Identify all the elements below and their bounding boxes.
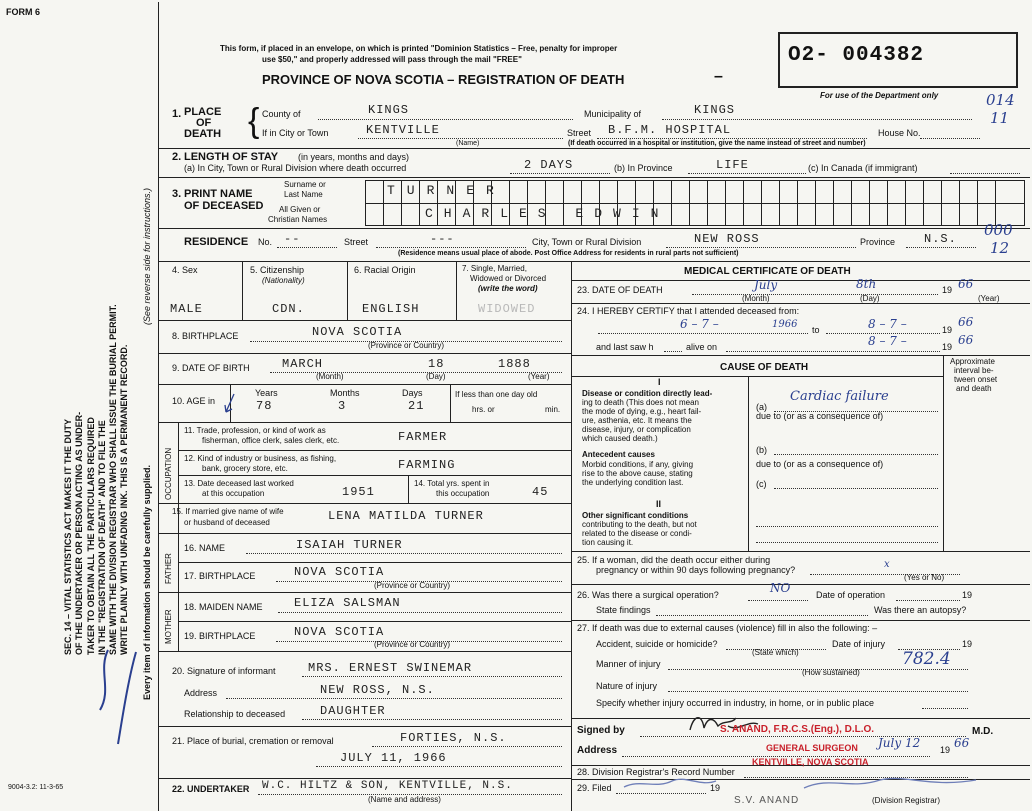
informant-value: MRS. ERNEST SWINEMAR	[308, 661, 473, 675]
cause-roman-2: II	[656, 499, 662, 509]
city-line	[358, 138, 563, 139]
q26-line	[748, 600, 808, 601]
other-label-2: contributing to the death, but not	[582, 520, 697, 529]
age-hand-arrow	[222, 392, 238, 416]
rule	[158, 177, 1030, 178]
stay-b-value: LIFE	[716, 158, 749, 172]
age-years: 78	[256, 399, 273, 413]
rule	[571, 718, 1030, 719]
age-days: 21	[408, 399, 425, 413]
interval-label-1: Approximate	[950, 357, 995, 366]
marital-value: WIDOWED	[478, 302, 536, 316]
given-label-1: All Given or	[279, 205, 321, 214]
date-injury-prefix: 19	[962, 639, 973, 649]
stay-b-line	[688, 173, 806, 174]
due-to-1: due to (or as a consequence of)	[756, 411, 884, 421]
q14-label-1: 14. Total yrs. spent in	[414, 479, 490, 488]
other-label-4: tion causing it.	[582, 538, 634, 547]
informant-address-line	[226, 698, 562, 699]
rule	[571, 355, 1030, 356]
relationship-value: DAUGHTER	[320, 704, 386, 718]
county-line	[318, 119, 573, 120]
filed-prefix: 19	[710, 783, 721, 793]
mother-side-label: MOTHER	[164, 609, 173, 644]
alive-on-line	[726, 351, 940, 352]
attended-to: 8 – 7 –	[868, 317, 907, 331]
city-name-caption: (Name)	[456, 140, 480, 147]
death-year-prefix: 19	[942, 285, 953, 295]
header-note-2: use $50," and properly addressed will pass through the mail "FREE"	[262, 55, 522, 64]
interval-divider	[943, 355, 944, 551]
city-value: KENTVILLE	[366, 123, 440, 137]
q1-label-3: DEATH	[184, 128, 222, 140]
burial-date-line	[316, 766, 562, 767]
q25-yn-caption: (Yes or No)	[904, 573, 945, 582]
stamp-line-2: GENERAL SURGEON	[766, 743, 858, 753]
birthplace-value: NOVA SCOTIA	[312, 325, 403, 339]
mother-maiden-line	[278, 612, 562, 613]
mother-birthplace-note: (Province or Country)	[374, 640, 451, 649]
marital-label-3: (write the word)	[478, 284, 538, 293]
to-year: 66	[958, 315, 974, 329]
signed-date-prefix: 19	[940, 745, 951, 755]
q11-label-1: 11. Trade, profession, or kind of work as	[184, 426, 326, 435]
rule	[158, 148, 1030, 149]
q2-num: 2.	[172, 151, 182, 163]
municipality-label: Municipality of	[584, 109, 642, 119]
direct-label-6: which caused death.)	[582, 434, 658, 443]
state-which-caption: (State which)	[752, 648, 799, 657]
rule	[571, 584, 1030, 585]
stay-c-line	[950, 173, 1020, 174]
stay-a-value: 2 DAYS	[524, 158, 574, 172]
cause-title: CAUSE OF DEATH	[720, 362, 809, 373]
residence-province-line	[906, 247, 976, 248]
alive-year-prefix: 19	[942, 342, 953, 352]
q23-label: 23. DATE OF DEATH	[577, 285, 663, 295]
rule	[571, 303, 1030, 304]
racial-origin-value: ENGLISH	[362, 302, 420, 316]
rule	[158, 592, 571, 593]
alive-on-label: alive on	[686, 342, 718, 352]
father-birthplace-label: 17. BIRTHPLACE	[184, 571, 256, 581]
medical-title: MEDICAL CERTIFICATE OF DEATH	[684, 266, 851, 277]
q3-num: 3.	[172, 188, 182, 200]
father-birthplace-note: (Province or Country)	[374, 581, 451, 590]
q12-label-2: bank, grocery store, etc.	[202, 464, 288, 473]
rule	[571, 620, 1030, 621]
parents-divider	[178, 533, 179, 651]
burial-place-line	[372, 746, 562, 747]
q25-label-1: 25. If a woman, did the death occur either during	[577, 555, 771, 565]
citizenship-label: 5. Citizenship	[250, 265, 305, 275]
other-line-1	[756, 526, 938, 527]
alive-year: 66	[958, 333, 974, 347]
division-registrar-caption: (Division Registrar)	[872, 796, 941, 805]
cause-c-line	[774, 488, 938, 489]
age-years-label: Years	[255, 388, 278, 398]
father-side-label: FATHER	[164, 553, 173, 584]
last-saw-label: and last saw h	[596, 342, 654, 352]
residence-label: RESIDENCE	[184, 236, 249, 248]
cause-roman-1: I	[658, 377, 661, 387]
dept-code-c: 000	[984, 221, 1013, 239]
stamp-line-3: KENTVILLE, NOVA SCOTIA	[752, 757, 869, 767]
q11-label-2: fisherman, office clerk, sales clerk, etc.	[202, 436, 340, 445]
rule	[158, 778, 571, 779]
street-label: Street	[567, 128, 592, 138]
attended-from-year: 1966	[772, 319, 798, 330]
residence-no-label: No.	[258, 237, 273, 247]
sex-value: MALE	[170, 302, 203, 316]
q26-label: 26. Was there a surgical operation?	[577, 590, 719, 600]
residence-street-label: Street	[344, 237, 369, 247]
attended-from: 6 – 7 –	[680, 317, 719, 331]
rule-v	[450, 384, 451, 422]
q12-label-1: 12. Kind of industry or business, as fishing,	[184, 454, 337, 463]
q1-label-2: OF	[196, 117, 212, 129]
cause-a-value: Cardiac failure	[790, 389, 889, 404]
q13-label-2: at this occupation	[202, 489, 265, 498]
registrar-stamp: S.V. ANAND	[734, 795, 800, 806]
informant-label: 20. Signature of informant	[172, 666, 276, 676]
mother-birthplace-label: 19. BIRTHPLACE	[184, 631, 256, 641]
rule	[571, 551, 1030, 552]
rule-v	[456, 262, 457, 320]
rule	[178, 562, 571, 563]
q29-line	[616, 793, 706, 794]
rule	[158, 384, 571, 385]
interval-label-3: tween onset	[954, 375, 998, 384]
residence-city-label: City, Town or Rural Division	[532, 237, 642, 247]
dept-code-a: 014	[986, 91, 1015, 109]
rule	[178, 621, 571, 622]
signed-year: 66	[954, 736, 970, 750]
other-label-3: related to the disease or condi-	[582, 529, 692, 538]
age-label: 10. AGE in	[172, 396, 216, 406]
direct-label-3: the mode of dying, e.g., heart fail-	[582, 407, 702, 416]
stamp-line-1: S. ANAND, F.R.C.S.(Eng.), D.L.O.	[720, 724, 875, 735]
municipality-value: KINGS	[694, 103, 736, 117]
rule	[178, 450, 571, 451]
form-title: PROVINCE OF NOVA SCOTIA – REGISTRATION OF DEATH	[262, 72, 625, 87]
spouse-label-2: or husband of deceased	[184, 518, 270, 527]
q13-label-1: 13. Date deceased last worked	[184, 479, 294, 488]
q28-label: 28. Division Registrar's Record Number	[577, 767, 735, 777]
interval-label-4: and death	[956, 384, 992, 393]
given-label-2: Christian Names	[268, 215, 328, 224]
citizenship-value: CDN.	[272, 302, 305, 316]
death-year: 66	[958, 277, 974, 291]
rule	[158, 422, 571, 423]
rule-v	[242, 262, 243, 320]
mother-maiden: ELIZA SALSMAN	[294, 596, 401, 610]
dob-month: MARCH	[282, 357, 324, 371]
side-reverse-note: (See reverse side for instructions.)	[142, 187, 152, 325]
street-line	[597, 138, 867, 139]
q26-date-label: Date of operation	[816, 590, 886, 600]
burial-place: FORTIES, N.S.	[400, 731, 507, 745]
specify-line	[922, 708, 968, 709]
mother-maiden-label: 18. MAIDEN NAME	[184, 602, 263, 612]
cause-a-label: (a)	[756, 402, 767, 412]
q23-line	[692, 294, 938, 295]
informant-line	[302, 676, 562, 677]
house-label: House No.	[878, 128, 921, 138]
spouse-label-1: 15. If married give name of wife	[172, 507, 284, 516]
residence-no-value: --	[284, 232, 301, 246]
left-margin-rule	[158, 2, 159, 811]
cause-b-line	[774, 454, 938, 455]
q24-label: 24. I HEREBY CERTIFY that I attended deceased from:	[577, 306, 800, 316]
rule	[158, 726, 571, 727]
rule	[178, 475, 571, 476]
q3-label-1: PRINT NAME	[184, 188, 253, 200]
icd-code: 782.4	[902, 649, 951, 669]
form-number: FORM 6	[6, 7, 41, 17]
age-hrs-label: hrs. or	[472, 405, 495, 414]
q24-to-label: to	[812, 325, 820, 335]
residence-city-value: NEW ROSS	[694, 232, 760, 246]
death-year-caption: (Year)	[978, 294, 1000, 303]
burial-label: 21. Place of burial, cremation or removal	[172, 736, 334, 746]
q2-label: LENGTH OF STAY	[184, 151, 279, 163]
rule	[158, 651, 571, 652]
q1-brace: {	[248, 102, 260, 140]
dob-year: 1888	[498, 357, 531, 371]
q29-label: 29. Filed	[577, 783, 612, 793]
q13-value: 1951	[342, 485, 375, 499]
q25-label-2: pregnancy or within 90 days following pregnancy?	[596, 565, 796, 575]
address-line	[622, 756, 930, 757]
q26-date-line	[896, 600, 960, 601]
death-month: July	[754, 278, 778, 292]
direct-label-4: ure, asthenia, etc. It means the	[582, 416, 692, 425]
q27-label: 27. If death was due to external causes (violence) fill in also the following: –	[577, 623, 878, 633]
q2-label-note: (in years, months and days)	[298, 152, 410, 162]
house-line	[920, 138, 980, 139]
filed-pen-scrawl	[620, 775, 720, 793]
cause-divider	[748, 376, 749, 551]
racial-origin-label: 6. Racial Origin	[354, 265, 416, 275]
marital-label-2: Widowed or Divorced	[470, 274, 547, 283]
last-saw-line	[664, 351, 682, 352]
due-to-2: due to (or as a consequence of)	[756, 459, 884, 469]
dept-code-d: 12	[990, 239, 1010, 257]
spouse-value: LENA MATILDA TURNER	[328, 509, 484, 523]
stay-c-label: (c) In Canada (if immigrant)	[808, 163, 918, 173]
undertaker-value: W.C. HILTZ & SON, KENTVILLE, N.S.	[262, 780, 513, 792]
given-names-value: CHARLES EDWIN	[425, 206, 670, 221]
q14-label-2: this occupation	[436, 489, 490, 498]
age-days-label: Days	[402, 388, 423, 398]
q26-findings-label: State findings	[596, 605, 651, 615]
antecedent-label-1: Antecedent causes	[582, 450, 655, 459]
death-day-caption: (Day)	[860, 294, 880, 303]
q26-autopsy-label: Was there an autopsy?	[874, 605, 967, 615]
rule-v	[408, 475, 409, 503]
dob-line	[270, 372, 562, 373]
q26-value: NO	[770, 581, 791, 595]
q12-value: FARMING	[398, 458, 456, 472]
residence-note: (Residence means usual place of abode. Post Office Address for residents in rural parts not sufficient)	[398, 250, 739, 257]
dob-day-caption: (Day)	[426, 372, 446, 381]
rule	[158, 261, 1030, 262]
cause-c-label: (c)	[756, 479, 767, 489]
county-label: County of	[262, 109, 301, 119]
surname-label-2: Last Name	[284, 190, 323, 199]
residence-province-value: N.S.	[924, 232, 957, 246]
dob-label: 9. DATE OF BIRTH	[172, 363, 250, 373]
q3-label-2: OF DECEASED	[184, 200, 264, 212]
residence-street-line	[376, 247, 526, 248]
dob-day: 18	[428, 357, 445, 371]
q26-date-prefix: 19	[962, 590, 973, 600]
alive-on: 8 – 7 –	[868, 334, 907, 348]
to-year-prefix: 19	[942, 325, 953, 335]
specify-label: Specify whether injury occurred in industry, in home, or in public place	[596, 698, 874, 708]
direct-label-1: Disease or condition directly lead-	[582, 389, 713, 398]
rule	[158, 353, 571, 354]
side-instructions: SEC. 14 – VITAL STATISTICS ACT MAKES IT THE DUTY OF THE UNDERTAKER OR PERSON ACTING AS UNDER- TAKER TO OBTAIN ALL THE PARTICULARS REQUIRED IN THE "REGISTRATION OF DEATH" AND TO FILE THE SAME WITH THE DIVISION REGISTRAR WHO SHALL ISSUE THE BURIAL PERMIT. WRITE PLAINLY WITH UNFADING INK. THIS IS A PERMANENT RECORD.	[63, 304, 130, 655]
birthplace-label: 8. BIRTHPLACE	[172, 331, 239, 341]
burial-date: JULY 11, 1966	[340, 751, 447, 765]
rule-v	[347, 262, 348, 320]
registration-number: O2- 004382	[788, 44, 925, 67]
dept-code-b: 11	[990, 109, 1010, 127]
death-day: 8th	[856, 277, 877, 291]
age-less-label: If less than one day old	[455, 390, 538, 399]
rule	[571, 376, 943, 377]
column-divider	[571, 262, 572, 811]
street-value: B.F.M. HOSPITAL	[608, 123, 732, 137]
q25-value: x	[884, 559, 890, 570]
rule	[158, 503, 571, 504]
sex-label: 4. Sex	[172, 265, 198, 275]
interval-label-2: interval be-	[954, 366, 994, 375]
death-month-caption: (Month)	[742, 294, 770, 303]
municipality-line	[662, 119, 972, 120]
father-birthplace: NOVA SCOTIA	[294, 565, 385, 579]
relationship-line	[302, 719, 562, 720]
residence-province-label: Province	[860, 237, 896, 247]
q11-value: FARMER	[398, 430, 448, 444]
surname-label-1: Surname or	[284, 180, 326, 189]
side-every-item: Every item of information should be carefully supplied.	[142, 464, 152, 700]
father-name: ISAIAH TURNER	[296, 538, 403, 552]
residence-city-line	[666, 247, 856, 248]
undertaker-note: (Name and address)	[368, 795, 441, 804]
informant-address-label: Address	[184, 688, 218, 698]
marital-label-1: 7. Single, Married,	[462, 264, 527, 273]
other-label-1: Other significant conditions	[582, 511, 689, 520]
address-label: Address	[577, 745, 618, 756]
registrar-pen-signature	[800, 774, 980, 794]
date-injury-label: Date of injury	[832, 639, 886, 649]
residence-no-line	[277, 247, 337, 248]
q1-label-1: PLACE	[184, 106, 222, 118]
direct-label-5: disease, injury, or complication	[582, 425, 691, 434]
undertaker-label: 22. UNDERTAKER	[172, 784, 250, 794]
accident-label: Accident, suicide or homicide?	[596, 639, 718, 649]
mother-birthplace: NOVA SCOTIA	[294, 625, 385, 639]
rule	[158, 228, 1030, 229]
age-min-label: min.	[545, 405, 561, 414]
header-note-1: This form, if placed in an envelope, on which is printed "Dominion Statistics – Free, penalty for improper	[220, 44, 618, 53]
residence-street-value: ---	[430, 232, 455, 246]
rule	[365, 203, 1025, 204]
department-use-label: For use of the Department only	[820, 91, 939, 100]
rule	[158, 320, 571, 321]
stay-a-label: (a) In City, Town or Rural Division where death occurred	[184, 163, 407, 173]
dob-month-caption: (Month)	[316, 372, 344, 381]
signed-by-label: Signed by	[577, 725, 625, 736]
occupation-side-label: OCCUPATION	[164, 447, 173, 500]
md-label: M.D.	[972, 726, 994, 737]
father-name-label: 16. NAME	[184, 543, 226, 553]
manner-label: Manner of injury	[596, 659, 661, 669]
father-name-line	[246, 553, 562, 554]
nature-label: Nature of injury	[596, 681, 658, 691]
rule	[158, 533, 571, 534]
stay-b-label: (b) In Province	[614, 163, 673, 173]
q24-from-line	[598, 333, 808, 334]
title-dash-mark: –	[714, 68, 723, 85]
q26-findings-line	[656, 615, 868, 616]
direct-label-2: ing to death (This does not mean	[582, 398, 699, 407]
antecedent-label-4: the underlying condition last.	[582, 478, 684, 487]
antecedent-label-2: Morbid conditions, if any, giving	[582, 460, 694, 469]
q14-value: 45	[532, 485, 549, 499]
cause-b-label: (b)	[756, 445, 767, 455]
q1-num: 1.	[172, 108, 182, 120]
birthplace-note: (Province or Country)	[368, 341, 445, 350]
relationship-label: Relationship to deceased	[184, 709, 286, 719]
age-months-label: Months	[330, 388, 360, 398]
surname-value: TURNER	[387, 183, 506, 198]
age-months: 3	[338, 399, 347, 413]
county-value: KINGS	[368, 103, 410, 117]
stay-a-line	[510, 173, 610, 174]
city-label: If in City or Town	[262, 128, 329, 138]
footer-code: 9004-3.2: 11-3-65	[8, 784, 64, 791]
dob-year-caption: (Year)	[528, 372, 550, 381]
nature-line	[668, 691, 968, 692]
institution-note: (If death occurred in a hospital or institution, give the name instead of street and number)	[568, 140, 866, 147]
antecedent-label-3: rise to the above cause, stating	[582, 469, 693, 478]
other-line-2	[756, 542, 938, 543]
informant-address: NEW ROSS, N.S.	[320, 683, 435, 697]
citizenship-note: (Nationality)	[262, 276, 305, 285]
margin-pen-mark	[78, 640, 148, 750]
how-sustained-caption: (How sustained)	[802, 668, 860, 677]
signed-date: July 12	[878, 736, 921, 750]
